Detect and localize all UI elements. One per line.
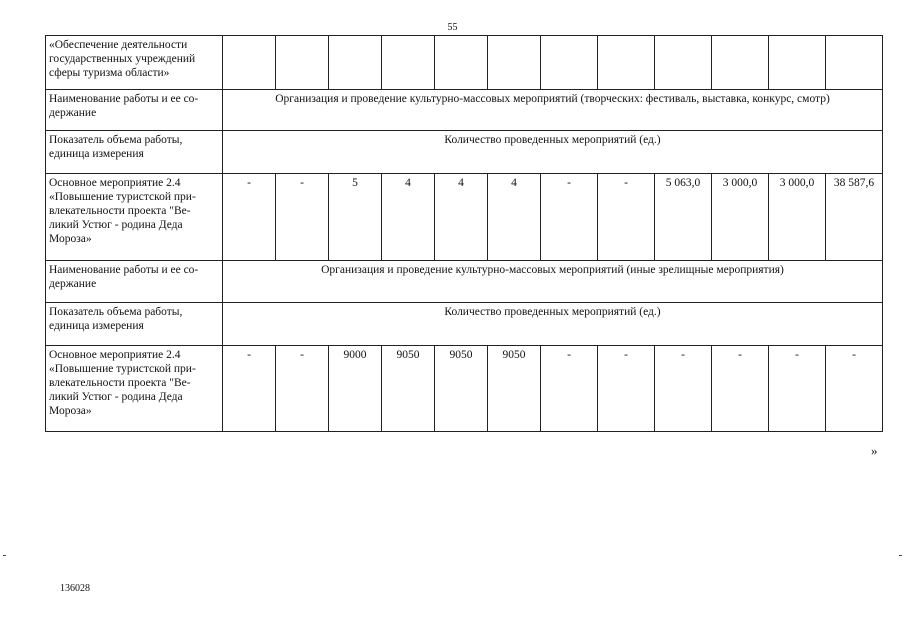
merged-description-cell: Организация и проведение культурно-массовых мероприятий (творческих: фестиваль, выставка, конкурс, смотр)	[223, 90, 883, 131]
value-cell: 3 000,0	[769, 174, 826, 261]
row-label: Показатель объема работы, единица измерения	[46, 131, 223, 174]
value-cell	[435, 36, 488, 90]
value-cell: -	[598, 346, 655, 432]
page-number: 55	[447, 22, 458, 33]
merged-description-cell: Организация и проведение культурно-массовых мероприятий (иные зрелищные мероприятия)	[223, 261, 883, 303]
margin-mark-left	[3, 555, 6, 556]
value-cell: -	[541, 346, 598, 432]
value-cell: -	[712, 346, 769, 432]
margin-mark-right	[899, 555, 902, 556]
value-cell	[769, 36, 826, 90]
closing-quote: »	[871, 443, 878, 458]
table-row-description	[46, 131, 883, 174]
footer-code: 136028	[60, 583, 90, 594]
value-cell	[276, 36, 329, 90]
table-body	[46, 36, 883, 432]
value-cell: -	[655, 346, 712, 432]
value-cell	[826, 36, 883, 90]
value-cell: 3 000,0	[712, 174, 769, 261]
table-row-description	[46, 90, 883, 131]
value-cell: -	[276, 174, 329, 261]
value-cell	[382, 36, 435, 90]
table-row-values	[46, 36, 883, 90]
value-cell	[488, 36, 541, 90]
value-cell: -	[598, 174, 655, 261]
value-cell: 9050	[382, 346, 435, 432]
row-label: Показатель объема работы, единица измерения	[46, 303, 223, 346]
value-cell	[541, 36, 598, 90]
value-cell: -	[223, 346, 276, 432]
row-label: «Обеспечение деятельности государственных учреждений сферы туризма области»	[46, 36, 223, 90]
row-label: Основное мероприятие 2.4 «Повышение туристской при-влекательности проекта "Ве-ликий Устюг - родина Деда Мороза»	[46, 174, 223, 261]
table-row-description	[46, 303, 883, 346]
value-cell: -	[769, 346, 826, 432]
table-row-values	[46, 174, 883, 261]
merged-description-cell: Количество проведенных мероприятий (ед.)	[223, 131, 883, 174]
value-cell	[223, 36, 276, 90]
table-row-values	[46, 346, 883, 432]
value-cell: 4	[382, 174, 435, 261]
value-cell: 38 587,6	[826, 174, 883, 261]
merged-description-cell: Количество проведенных мероприятий (ед.)	[223, 303, 883, 346]
value-cell: -	[541, 174, 598, 261]
table-row-description	[46, 261, 883, 303]
row-label: Основное мероприятие 2.4 «Повышение туристской при-влекательности проекта "Ве-ликий Устюг - родина Деда Мороза»	[46, 346, 223, 432]
value-cell: -	[826, 346, 883, 432]
value-cell: 9050	[488, 346, 541, 432]
value-cell: 4	[488, 174, 541, 261]
value-cell	[598, 36, 655, 90]
value-cell: -	[223, 174, 276, 261]
value-cell: 9000	[329, 346, 382, 432]
value-cell	[712, 36, 769, 90]
value-cell: 4	[435, 174, 488, 261]
value-cell: -	[276, 346, 329, 432]
program-table	[45, 35, 883, 432]
row-label: Наименование работы и ее со-держание	[46, 261, 223, 303]
value-cell: 9050	[435, 346, 488, 432]
value-cell: 5	[329, 174, 382, 261]
value-cell	[655, 36, 712, 90]
value-cell: 5 063,0	[655, 174, 712, 261]
value-cell	[329, 36, 382, 90]
row-label: Наименование работы и ее со-держание	[46, 90, 223, 131]
